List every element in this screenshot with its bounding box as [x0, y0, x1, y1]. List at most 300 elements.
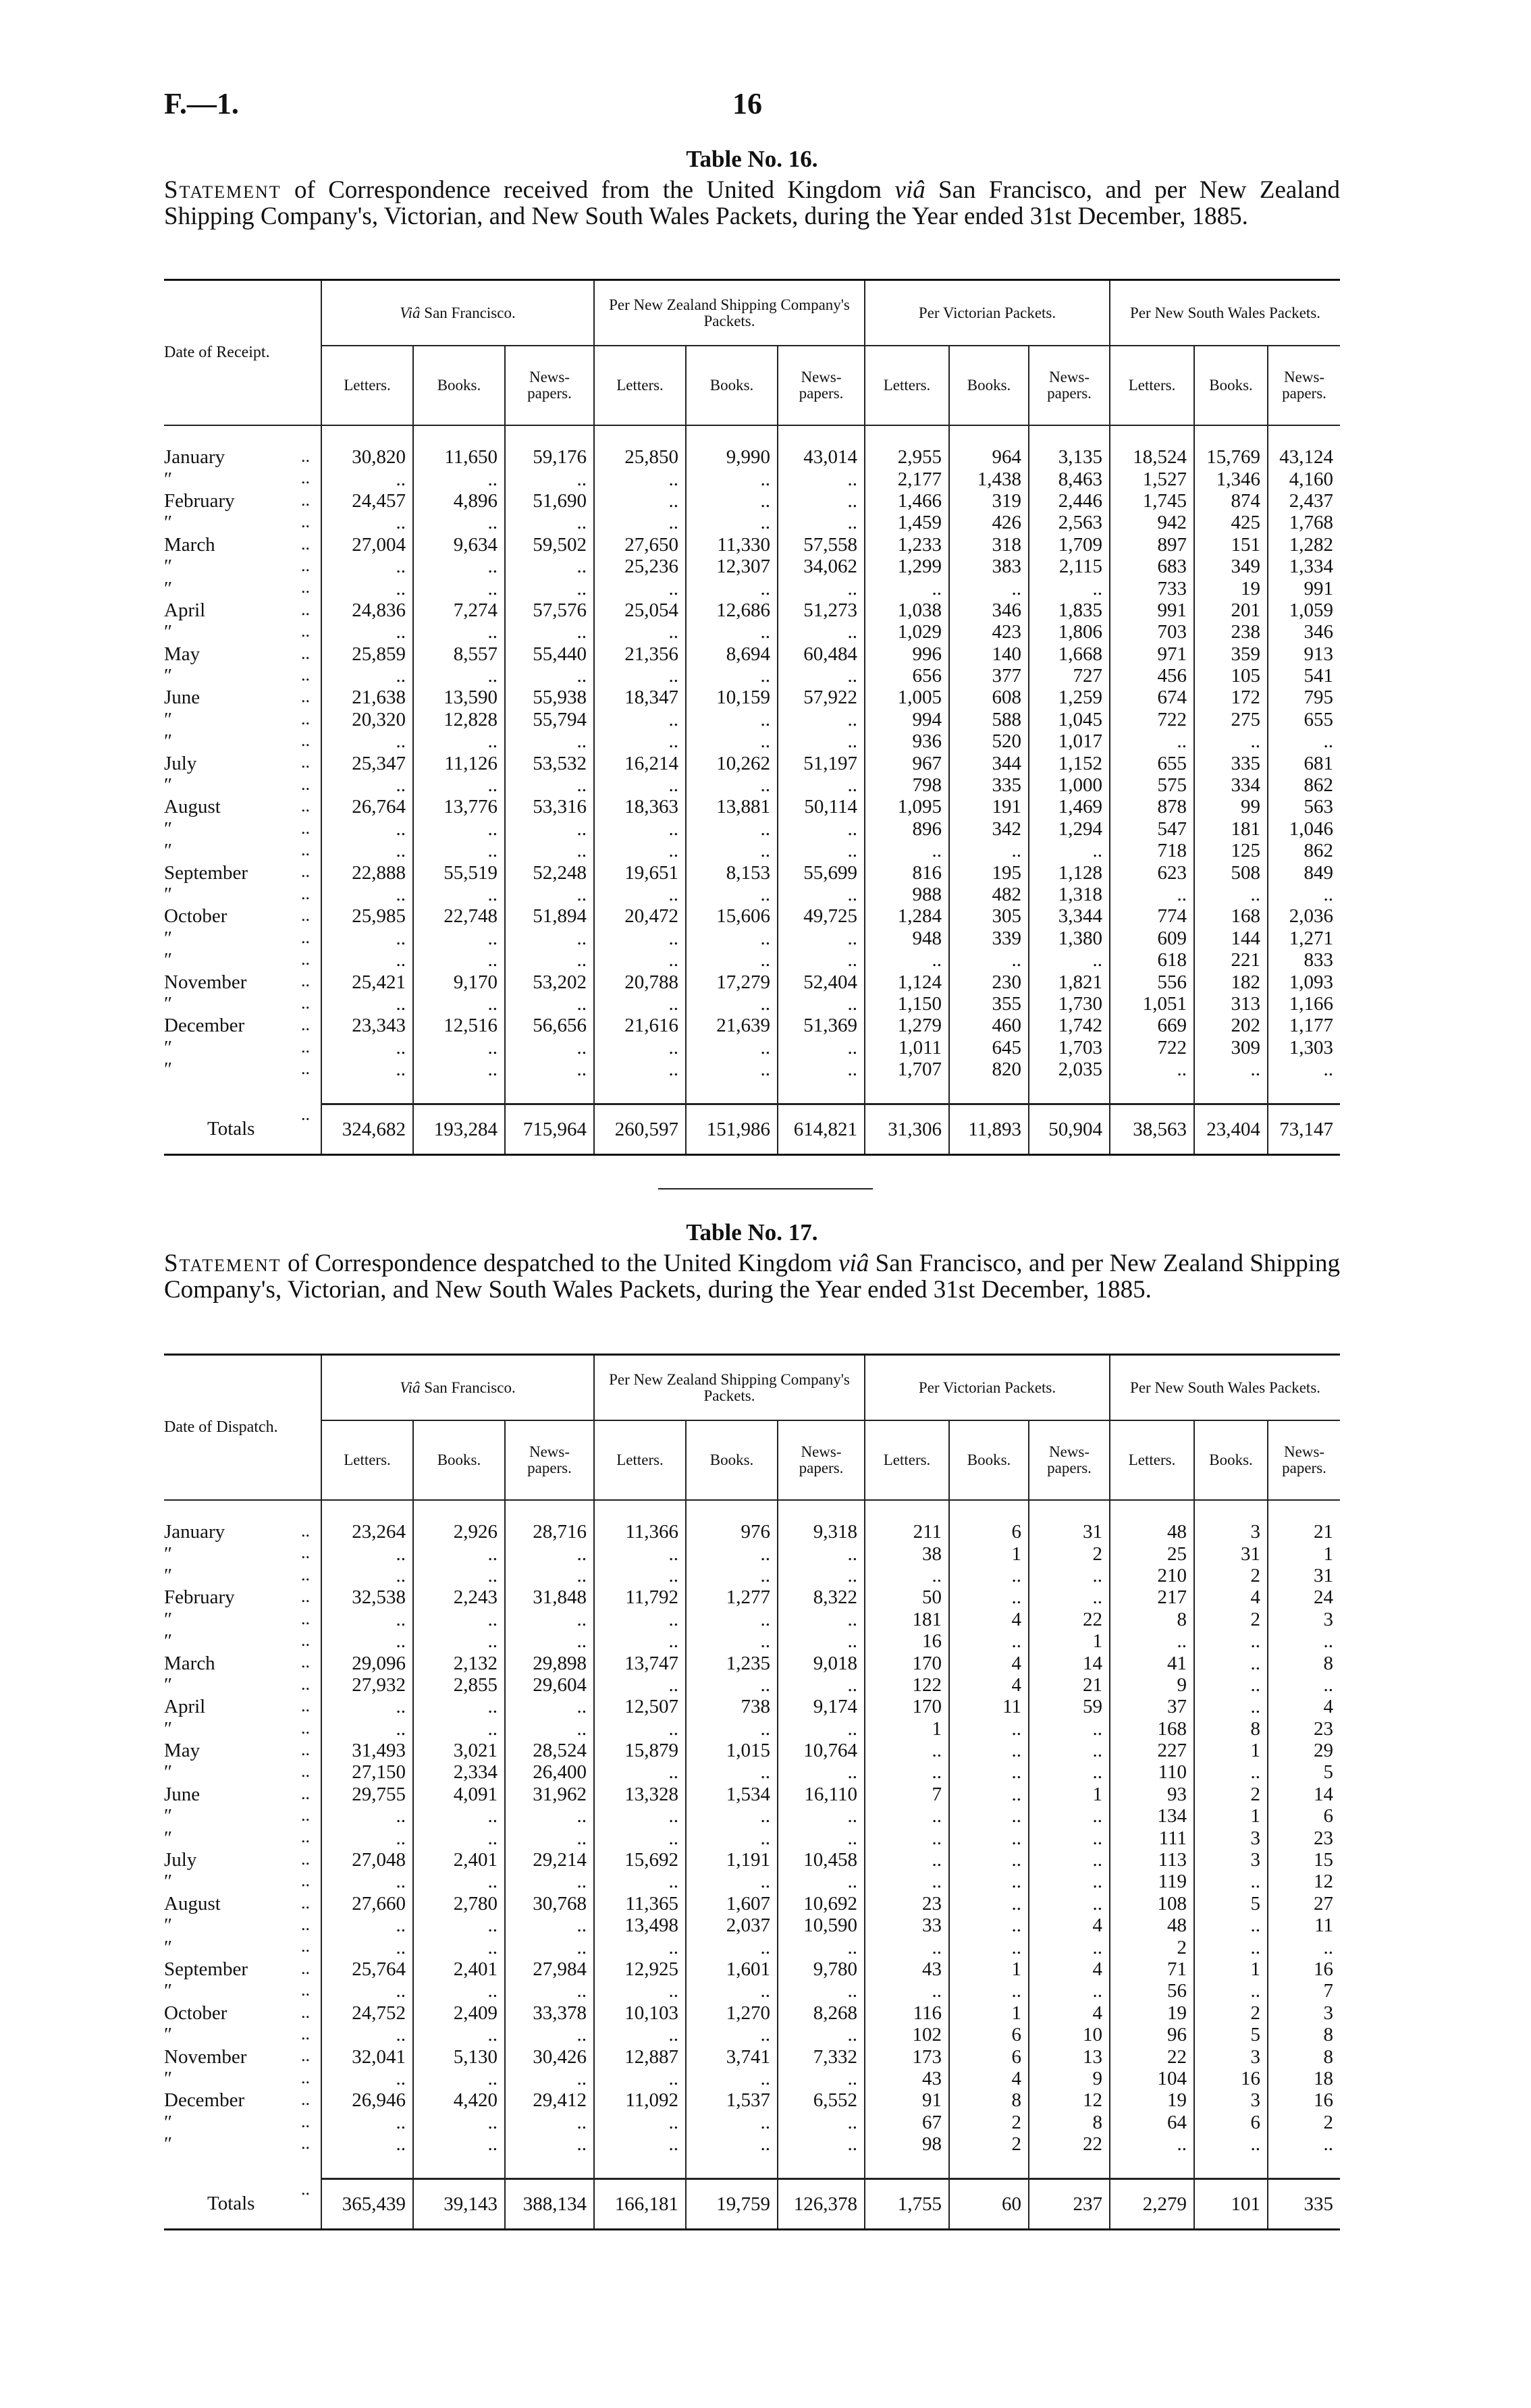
value-cell: ..	[321, 2024, 413, 2045]
spacer-cell	[321, 2155, 413, 2179]
value-cell: 221	[1194, 949, 1268, 971]
value-cell: ..	[594, 1630, 686, 1652]
value-cell: 19	[1110, 2002, 1194, 2024]
value-cell: ..	[865, 840, 949, 861]
group-header-new-zealand-packets: Per New Zealand Shipping Company's Packets.	[594, 280, 865, 346]
total-value-cell: 38,563	[1110, 1104, 1194, 1155]
row-label-cell	[164, 1980, 321, 2002]
value-cell: ..	[686, 1805, 778, 1827]
total-value-cell: 19,759	[686, 2179, 778, 2230]
dot-leader: ..	[301, 992, 310, 1013]
spacer-cell	[1029, 425, 1110, 446]
value-cell: 318	[949, 534, 1029, 556]
value-cell: 217	[1110, 1586, 1194, 1608]
total-value-cell: 126,378	[778, 2179, 865, 2230]
row-label: ″	[164, 884, 173, 905]
value-cell: 5	[1268, 1761, 1340, 1783]
value-cell: 181	[1194, 818, 1268, 840]
letters-header: Letters.	[321, 1420, 413, 1500]
value-cell: 59	[1029, 1696, 1110, 1717]
value-cell: 20,320	[321, 709, 413, 730]
row-label: ″	[164, 2024, 173, 2046]
row-label: ″	[164, 1630, 173, 1653]
value-cell: ..	[321, 1718, 413, 1740]
value-cell: 28,716	[505, 1521, 594, 1543]
total-value-cell: 166,181	[594, 2179, 686, 2230]
value-cell: ..	[1110, 1630, 1194, 1652]
total-value-cell: 614,821	[778, 1104, 865, 1155]
value-cell: ..	[505, 1805, 594, 1827]
row-label: December	[164, 2089, 245, 2112]
value-cell: ..	[686, 2133, 778, 2155]
value-cell: ..	[413, 1980, 505, 2002]
value-cell: 55,519	[413, 861, 505, 883]
value-cell: 41	[1110, 1652, 1194, 1674]
spacer-cell	[949, 1500, 1029, 1521]
value-cell: 2,243	[413, 1586, 505, 1608]
value-cell: 27,932	[321, 1674, 413, 1696]
value-cell: ..	[1268, 730, 1340, 752]
spacer-cell	[1110, 2155, 1194, 2179]
dot-leader: ..	[301, 446, 310, 466]
value-cell: ..	[686, 468, 778, 489]
total-value-cell: 715,964	[505, 1104, 594, 1155]
value-cell: 669	[1110, 1015, 1194, 1036]
value-cell: 57,558	[778, 534, 865, 556]
value-cell: ..	[686, 993, 778, 1015]
value-cell: ..	[594, 1037, 686, 1059]
value-cell: 1	[949, 2002, 1029, 2024]
value-cell: 10	[1029, 2024, 1110, 2045]
newspapers-header: News- papers.	[1029, 346, 1110, 425]
value-cell: 111	[1110, 1827, 1194, 1848]
value-cell: 50	[865, 1586, 949, 1608]
value-cell: ..	[594, 709, 686, 730]
value-cell: ..	[686, 1609, 778, 1630]
value-cell: ..	[686, 1761, 778, 1783]
value-cell: 964	[949, 446, 1029, 468]
value-cell: 18,524	[1110, 446, 1194, 468]
value-cell: 125	[1194, 840, 1268, 861]
value-cell: 4,420	[413, 2089, 505, 2111]
spacer-cell	[686, 425, 778, 446]
value-cell: ..	[1110, 730, 1194, 752]
value-cell: 1,730	[1029, 993, 1110, 1015]
value-cell: ..	[1029, 1893, 1110, 1915]
row-label: August	[164, 1892, 221, 1915]
row-label: ″	[164, 840, 173, 862]
value-cell: ..	[778, 1761, 865, 1783]
newspapers-header: News- papers.	[505, 346, 594, 425]
spacer-cell	[505, 425, 594, 446]
value-cell: 3	[1194, 2045, 1268, 2067]
value-cell: ..	[594, 2068, 686, 2089]
value-cell: ..	[594, 1761, 686, 1783]
row-label-cell	[164, 1630, 321, 1652]
value-cell: 64	[1110, 2112, 1194, 2133]
dot-leader: ..	[301, 2023, 310, 2043]
row-label: November	[164, 971, 247, 993]
table-row	[164, 1609, 1340, 1630]
row-label-cell	[164, 1849, 321, 1871]
value-cell: ..	[1194, 1059, 1268, 1080]
value-cell: 3	[1194, 1521, 1268, 1543]
spacer-cell	[949, 1080, 1029, 1104]
value-cell: 7	[1268, 1980, 1340, 2002]
value-cell: 1	[865, 1718, 949, 1740]
dot-leader: ..	[301, 1058, 310, 1078]
value-cell: 4	[949, 1674, 1029, 1696]
value-cell: 29	[1268, 1740, 1340, 1761]
value-cell: 1,150	[865, 993, 949, 1015]
spacer-cell	[1029, 1080, 1110, 1104]
books-header: Books.	[949, 346, 1029, 425]
value-cell: ..	[686, 2068, 778, 2089]
row-label: ″	[164, 1761, 173, 1784]
value-cell: 460	[949, 1015, 1029, 1036]
table-row	[164, 884, 1340, 905]
value-cell: 25,236	[594, 556, 686, 577]
value-cell: 10,262	[686, 752, 778, 774]
total-value-cell: 31,306	[865, 1104, 949, 1155]
value-cell: 1,038	[865, 599, 949, 621]
row-label: January	[164, 446, 225, 469]
value-cell: 12	[1029, 2089, 1110, 2111]
value-cell: 4	[949, 2068, 1029, 2089]
value-cell: ..	[949, 1980, 1029, 2002]
value-cell: ..	[865, 1980, 949, 2002]
table-row	[164, 1827, 1340, 1848]
value-cell: 798	[865, 774, 949, 796]
value-cell: ..	[686, 928, 778, 949]
value-cell: ..	[321, 1915, 413, 1936]
value-cell: ..	[778, 1718, 865, 1740]
header-group-row	[164, 280, 1340, 346]
value-cell: ..	[594, 818, 686, 840]
value-cell: 10,764	[778, 1740, 865, 1761]
table-17-statement	[164, 1250, 1340, 1303]
row-label-cell	[164, 2045, 321, 2067]
value-cell: ..	[686, 1543, 778, 1564]
value-cell: 12,507	[594, 1696, 686, 1717]
value-cell: ..	[865, 1827, 949, 1848]
value-cell: 27,004	[321, 534, 413, 556]
value-cell: ..	[1268, 1630, 1340, 1652]
value-cell: ..	[413, 2024, 505, 2045]
value-cell: 9,170	[413, 971, 505, 992]
letters-header: Letters.	[1110, 346, 1194, 425]
value-cell: ..	[321, 1871, 413, 1892]
spacer-cell	[164, 1500, 321, 1521]
value-cell: 6	[1268, 1805, 1340, 1827]
value-cell: 202	[1194, 1015, 1268, 1036]
value-cell: 110	[1110, 1761, 1194, 1783]
value-cell: 520	[949, 730, 1029, 752]
value-cell: 913	[1268, 643, 1340, 665]
value-cell: ..	[865, 1761, 949, 1783]
table-row	[164, 665, 1340, 687]
value-cell: 335	[949, 774, 1029, 796]
totals-label-cell	[164, 1104, 321, 1155]
value-cell: 13,328	[594, 1784, 686, 1805]
table-row	[164, 971, 1340, 992]
value-cell: 11	[1268, 1915, 1340, 1936]
value-cell: 1,537	[686, 2089, 778, 2111]
value-cell: 342	[949, 818, 1029, 840]
row-label-cell	[164, 1936, 321, 1958]
value-cell: 319	[949, 490, 1029, 512]
value-cell: ..	[413, 1565, 505, 1586]
value-cell: 18,363	[594, 796, 686, 818]
value-cell: 12,686	[686, 599, 778, 621]
value-cell: 53,532	[505, 752, 594, 774]
value-cell: 2	[1268, 2112, 1340, 2133]
total-value-cell: 101	[1194, 2179, 1268, 2230]
value-cell: ..	[686, 818, 778, 840]
value-cell: 609	[1110, 928, 1194, 949]
row-label-cell	[164, 1015, 321, 1036]
table-row	[164, 2112, 1340, 2133]
row-label: ″	[164, 556, 173, 578]
value-cell: 56,656	[505, 1015, 594, 1036]
value-cell: 16	[1268, 1958, 1340, 1980]
value-cell: ..	[413, 949, 505, 971]
row-label: January	[164, 1521, 225, 1543]
newspapers-header: News- papers.	[778, 346, 865, 425]
value-cell: 862	[1268, 774, 1340, 796]
value-cell: ..	[505, 774, 594, 796]
row-label: September	[164, 861, 248, 884]
value-cell: ..	[778, 993, 865, 1015]
value-cell: 8	[1110, 1609, 1194, 1630]
dot-leader: ..	[301, 1980, 310, 2000]
table-row	[164, 2045, 1340, 2067]
value-cell: ..	[594, 1980, 686, 2002]
dot-leader: ..	[301, 489, 310, 510]
value-cell: ..	[321, 730, 413, 752]
row-label: ″	[164, 1608, 173, 1630]
group-header-new-zealand-packets: Per New Zealand Shipping Company's Packets.	[594, 1355, 865, 1421]
row-label-cell	[164, 2068, 321, 2089]
value-cell: ..	[686, 665, 778, 687]
value-cell: 3	[1194, 2089, 1268, 2111]
value-cell: ..	[594, 993, 686, 1015]
value-cell: 11,650	[413, 446, 505, 468]
value-cell: 1,835	[1029, 599, 1110, 621]
value-cell: ..	[686, 1827, 778, 1848]
value-cell: ..	[686, 730, 778, 752]
row-label: ″	[164, 1871, 173, 1893]
letters-header: Letters.	[1110, 1420, 1194, 1500]
value-cell: 195	[949, 861, 1029, 883]
value-cell: ..	[778, 928, 865, 949]
value-cell: 49,725	[778, 905, 865, 927]
value-cell: ..	[321, 1936, 413, 1958]
dot-leader: ..	[301, 1761, 310, 1782]
dot-leader: ..	[301, 2045, 310, 2066]
totals-label-cell	[164, 2179, 321, 2230]
value-cell: 10,692	[778, 1893, 865, 1915]
row-label-cell	[164, 818, 321, 840]
value-cell: 16,214	[594, 752, 686, 774]
value-cell: 3	[1194, 1849, 1268, 1871]
row-label-cell	[164, 861, 321, 883]
value-cell: 1,821	[1029, 971, 1110, 992]
value-cell: ..	[1029, 1805, 1110, 1827]
value-cell: ..	[1268, 1674, 1340, 1696]
dot-leader: ..	[301, 1564, 310, 1584]
row-label-cell	[164, 1652, 321, 1674]
value-cell: ..	[686, 2112, 778, 2133]
value-cell: ..	[321, 993, 413, 1015]
value-cell: 3,021	[413, 1740, 505, 1761]
value-cell: 8,322	[778, 1586, 865, 1608]
value-cell: ..	[778, 2024, 865, 2045]
value-cell: ..	[321, 665, 413, 687]
value-cell: 1,059	[1268, 599, 1340, 621]
books-header: Books.	[413, 1420, 505, 1500]
value-cell: ..	[321, 1805, 413, 1827]
letters-header: Letters.	[594, 1420, 686, 1500]
value-cell: ..	[949, 1630, 1029, 1652]
value-cell: 24,836	[321, 599, 413, 621]
value-cell: 2	[1194, 1609, 1268, 1630]
value-cell: 116	[865, 2002, 949, 2024]
row-label-cell	[164, 1718, 321, 1740]
spacer-row	[164, 1080, 1340, 1104]
total-value-cell: 39,143	[413, 2179, 505, 2230]
row-label: ″	[164, 621, 173, 643]
value-cell: ..	[1268, 1936, 1340, 1958]
table-row	[164, 861, 1340, 883]
value-cell: 43	[865, 2068, 949, 2089]
value-cell: ..	[321, 1980, 413, 2002]
value-cell: ..	[594, 512, 686, 533]
value-cell: 991	[1268, 577, 1340, 599]
table-row	[164, 949, 1340, 971]
value-cell: ..	[594, 840, 686, 861]
value-cell: ..	[686, 774, 778, 796]
value-cell: ..	[321, 512, 413, 533]
value-cell: 11,126	[413, 752, 505, 774]
dot-leader: ..	[301, 577, 310, 597]
value-cell: 2,334	[413, 1761, 505, 1783]
value-cell: ..	[594, 1059, 686, 1080]
page-number: 16	[732, 87, 762, 120]
value-cell: 11,330	[686, 534, 778, 556]
value-cell: ..	[1029, 1761, 1110, 1783]
value-cell: 948	[865, 928, 949, 949]
table-row	[164, 709, 1340, 730]
table-row	[164, 512, 1340, 533]
total-value-cell: 260,597	[594, 1104, 686, 1155]
value-cell: 122	[865, 1674, 949, 1696]
row-label-cell	[164, 2089, 321, 2111]
value-cell: ..	[686, 490, 778, 512]
value-cell: ..	[413, 1805, 505, 1827]
value-cell: ..	[594, 2133, 686, 2155]
value-cell: 1,005	[865, 687, 949, 708]
value-cell: ..	[1194, 1936, 1268, 1958]
books-header: Books.	[1194, 1420, 1268, 1500]
row-label-cell	[164, 1871, 321, 1892]
value-cell: ..	[594, 1565, 686, 1586]
value-cell: ..	[778, 1805, 865, 1827]
value-cell: 2,401	[413, 1849, 505, 1871]
value-cell: ..	[321, 621, 413, 643]
value-cell: 4,896	[413, 490, 505, 512]
dot-leader: ..	[301, 1521, 310, 1541]
dot-leader: ..	[301, 599, 310, 619]
value-cell: 211	[865, 1521, 949, 1543]
value-cell: 1,303	[1268, 1037, 1340, 1059]
dot-leader: ..	[301, 861, 310, 882]
row-label-cell	[164, 1059, 321, 1080]
value-cell: 140	[949, 643, 1029, 665]
row-label-cell	[164, 446, 321, 468]
table-row	[164, 1936, 1340, 1958]
value-cell: 2	[1194, 1565, 1268, 1586]
row-label-cell	[164, 1827, 321, 1848]
value-cell: 2,926	[413, 1521, 505, 1543]
row-label-cell	[164, 2002, 321, 2024]
value-cell: 25,985	[321, 905, 413, 927]
value-cell: ..	[1029, 1849, 1110, 1871]
dot-leader: ..	[301, 643, 310, 663]
books-header: Books.	[413, 346, 505, 425]
dot-leader: ..	[301, 687, 310, 707]
total-value-cell: 335	[1268, 2179, 1340, 2230]
row-label: ″	[164, 2111, 173, 2133]
value-cell: 9,318	[778, 1521, 865, 1543]
value-cell: ..	[865, 1936, 949, 1958]
table-row	[164, 1849, 1340, 1871]
row-label-cell	[164, 752, 321, 774]
value-cell: 60,484	[778, 643, 865, 665]
value-cell: ..	[594, 928, 686, 949]
value-cell: ..	[949, 1827, 1029, 1848]
row-label: February	[164, 489, 235, 512]
spacer-cell	[594, 1500, 686, 1521]
total-value-cell: 60	[949, 2179, 1029, 2230]
value-cell: 13,590	[413, 687, 505, 708]
letters-header: Letters.	[865, 346, 949, 425]
dot-leader: ..	[301, 730, 310, 751]
value-cell: 144	[1194, 928, 1268, 949]
value-cell: 210	[1110, 1565, 1194, 1586]
table-row	[164, 1630, 1340, 1652]
value-cell: 2	[1194, 1784, 1268, 1805]
value-cell: 17,279	[686, 971, 778, 992]
spacer-cell	[1029, 2155, 1110, 2179]
value-cell: ..	[505, 1980, 594, 2002]
value-cell: 27,660	[321, 1893, 413, 1915]
value-cell: 29,096	[321, 1652, 413, 1674]
value-cell: 334	[1194, 774, 1268, 796]
books-header: Books.	[949, 1420, 1029, 1500]
row-label-cell	[164, 774, 321, 796]
value-cell: 681	[1268, 752, 1340, 774]
value-cell: ..	[413, 1827, 505, 1848]
value-cell: 22,748	[413, 905, 505, 927]
value-cell: 11	[949, 1696, 1029, 1717]
spacer-cell	[865, 425, 949, 446]
value-cell: ..	[413, 730, 505, 752]
value-cell: 10,458	[778, 1849, 865, 1871]
value-cell: ..	[321, 1037, 413, 1059]
total-value-cell: 324,682	[321, 1104, 413, 1155]
spacer-cell	[321, 1080, 413, 1104]
